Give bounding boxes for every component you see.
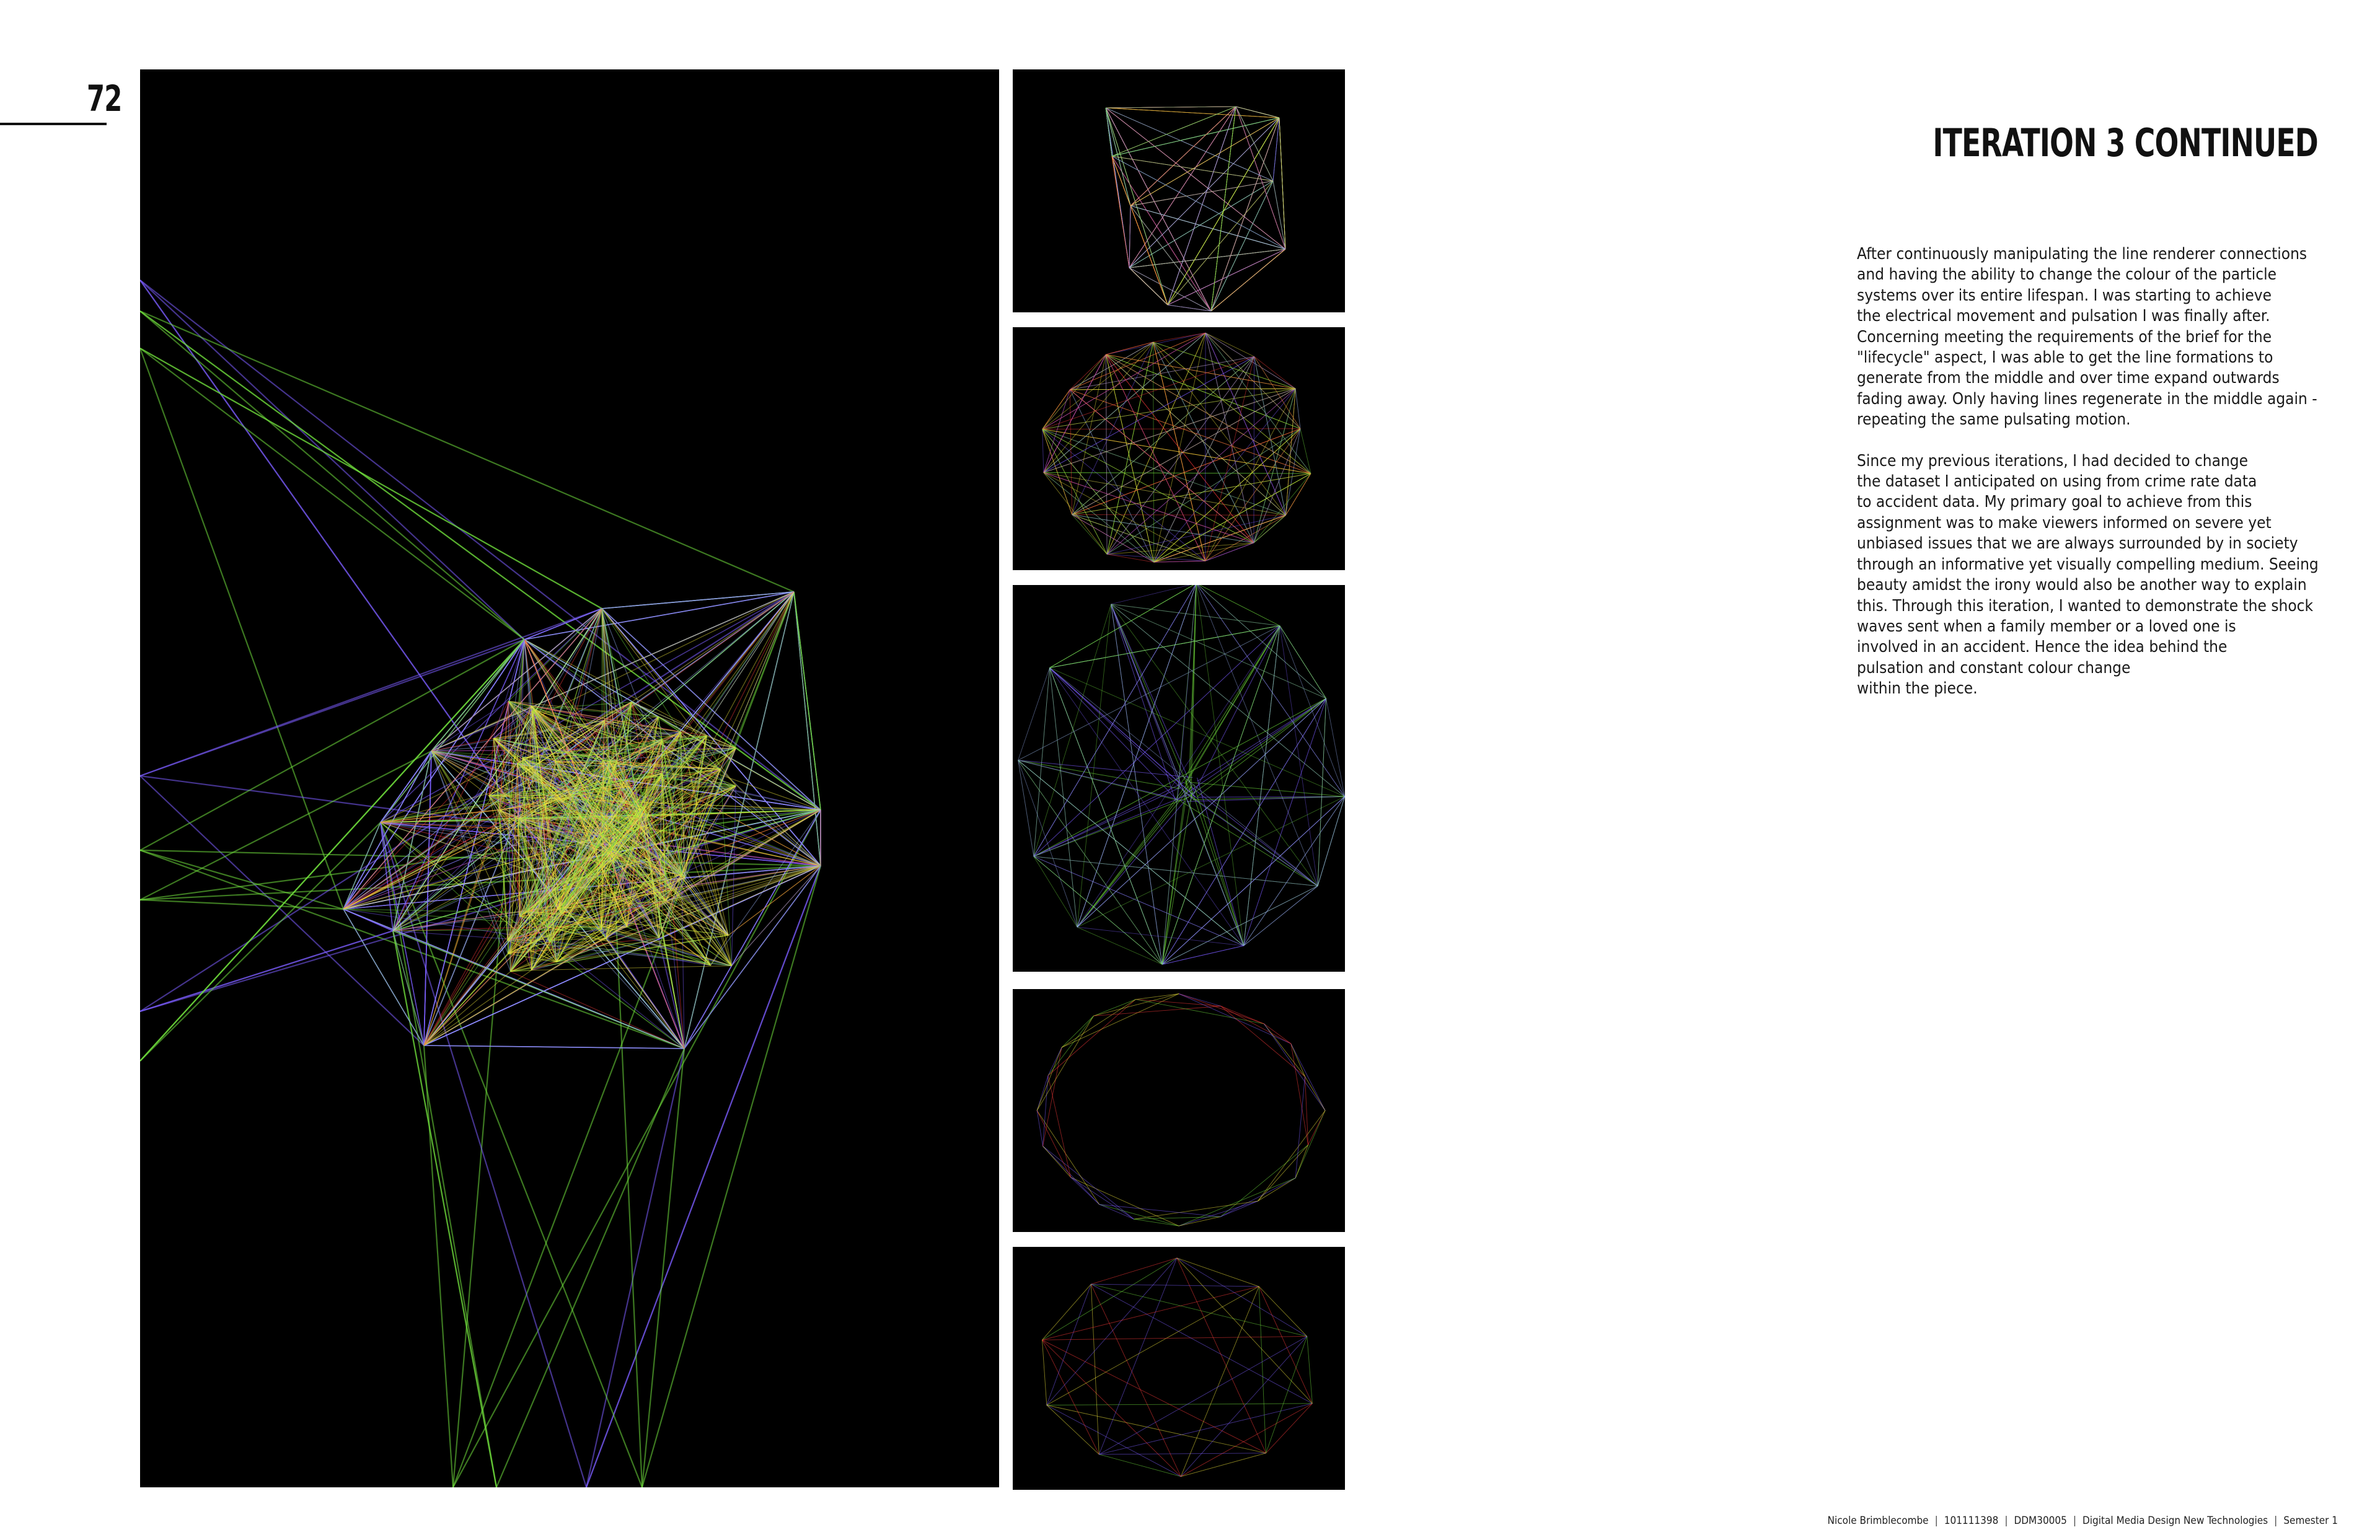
section-heading: ITERATION 3 CONTINUED bbox=[1933, 120, 2318, 165]
text-line: the dataset I anticipated on using from crime rate data bbox=[1857, 472, 2257, 491]
text-line: fading away. Only having lines regenerate in the middle again - bbox=[1857, 389, 2317, 408]
thumbnail-sparse-ring-network bbox=[1013, 989, 1345, 1232]
footer-separator: | bbox=[2274, 1515, 2278, 1527]
text-line: within the piece. bbox=[1857, 679, 1978, 698]
text-line: Since my previous iterations, I had decided to change bbox=[1857, 451, 2249, 470]
text-line: assignment was to make viewers informed on severe yet bbox=[1857, 513, 2272, 532]
footer-separator: | bbox=[2004, 1515, 2008, 1527]
text-line: Concerning meeting the requirements of the brief for the bbox=[1857, 327, 2272, 346]
text-line: and having the ability to change the colour of the particle bbox=[1857, 265, 2277, 284]
text-line: After continuously manipulating the line renderer connections bbox=[1857, 245, 2307, 263]
text-line: waves sent when a family member or a loved one is bbox=[1857, 617, 2236, 636]
text-line: through an informative yet visually compelling medium. Seeing bbox=[1857, 555, 2319, 574]
thumbnail-cube-network bbox=[1013, 69, 1345, 312]
main-network-image bbox=[140, 69, 999, 1487]
text-line: pulsation and constant colour change bbox=[1857, 658, 2131, 677]
thumbnail-octagon-network bbox=[1013, 1247, 1345, 1490]
footer-student-id: 101111398 bbox=[1944, 1515, 1999, 1527]
page-number-rule bbox=[0, 123, 107, 125]
thumbnail-ring-network bbox=[1013, 327, 1345, 570]
footer-semester: Semester 1 bbox=[2283, 1515, 2338, 1527]
thumbnail-star-network bbox=[1013, 585, 1345, 972]
text-line: involved in an accident. Hence the idea behind the bbox=[1857, 638, 2228, 657]
footer-credits bbox=[1828, 1515, 2338, 1527]
footer-separator: | bbox=[2073, 1515, 2077, 1527]
text-line: repeating the same pulsating motion. bbox=[1857, 410, 2131, 429]
paragraph-1 bbox=[1857, 244, 2328, 431]
paragraph-2 bbox=[1857, 451, 2328, 700]
footer-separator: | bbox=[1934, 1515, 1938, 1527]
text-line: beauty amidst the irony would also be another way to explain bbox=[1857, 576, 2307, 595]
text-line: unbiased issues that we are always surrounded by in society bbox=[1857, 534, 2298, 553]
body-text bbox=[1857, 244, 2328, 720]
text-line: systems over its entire lifespan. I was starting to achieve bbox=[1857, 286, 2272, 305]
text-line: the electrical movement and pulsation I was finally after. bbox=[1857, 307, 2270, 326]
text-line: "lifecycle" aspect, I was able to get the line formations to bbox=[1857, 348, 2273, 367]
footer-unit-name: Digital Media Design New Technologies bbox=[2082, 1515, 2268, 1527]
text-line: to accident data. My primary goal to achieve from this bbox=[1857, 493, 2252, 512]
footer-unit-code: DDM30005 bbox=[2014, 1515, 2067, 1527]
page-number: 72 bbox=[87, 77, 122, 120]
footer-author: Nicole Brimblecombe bbox=[1827, 1515, 1929, 1527]
text-line: this. Through this iteration, I wanted to demonstrate the shock bbox=[1857, 596, 2314, 615]
text-line: generate from the middle and over time expand outwards bbox=[1857, 369, 2280, 388]
